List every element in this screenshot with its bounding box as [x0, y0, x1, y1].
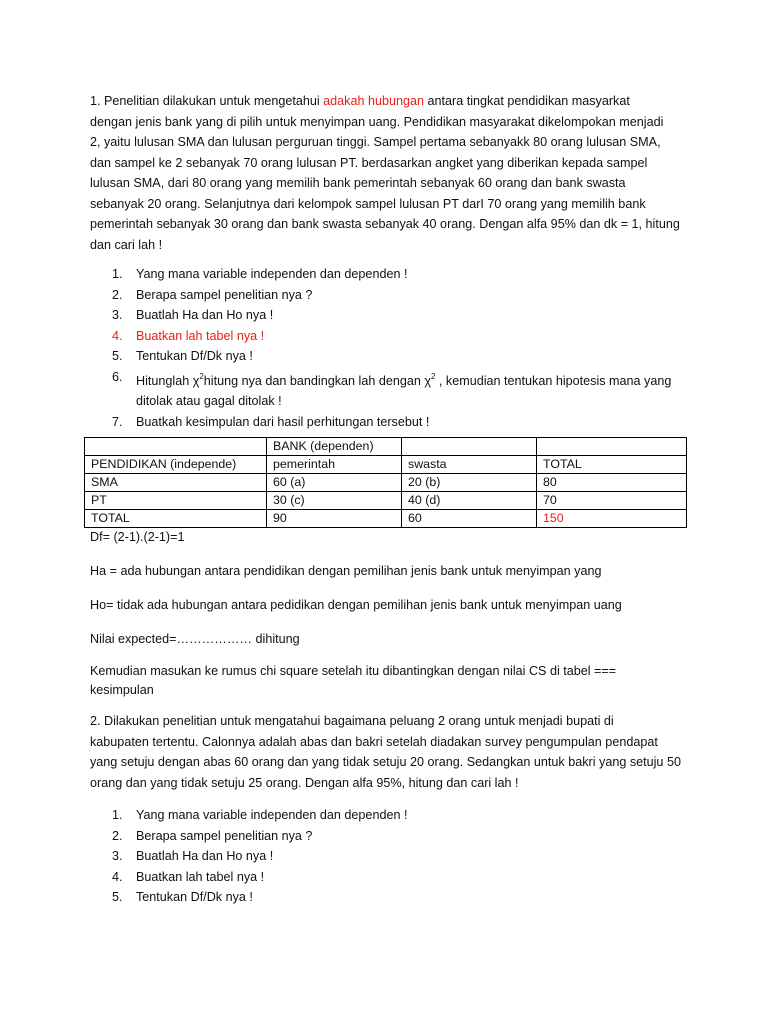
list-text: Yang mana variable independen dan dependen ! — [136, 267, 408, 281]
table-cell: TOTAL — [85, 510, 267, 528]
table-row — [85, 456, 687, 474]
q1-highlight: adakah hubungan — [323, 94, 425, 108]
table-cell: 80 — [537, 474, 687, 492]
table-header: swasta — [402, 456, 537, 474]
table-cell: PT — [85, 492, 267, 510]
list-item — [90, 264, 690, 285]
list-item — [90, 367, 690, 412]
list-number: 4. — [112, 869, 123, 884]
list-number: 5. — [112, 349, 123, 363]
list-text: Hitunglah χ — [136, 373, 200, 388]
table-row — [85, 510, 687, 528]
question-1-list — [90, 264, 690, 432]
table-cell — [537, 438, 687, 456]
q1-line-7: pemerintah sebanyak 30 orang dan bank swasta sebanyak 40 orang. Dengan alfa 95% dan dk = 1, hitung — [90, 217, 680, 231]
table-row — [85, 474, 687, 492]
q1-line-1 — [90, 91, 690, 112]
list-number: 1. — [112, 267, 123, 281]
superscript: 2 — [199, 371, 204, 381]
table-header: pemerintah — [267, 456, 402, 474]
table-cell: 60 — [402, 510, 537, 528]
list-number: 3. — [112, 308, 123, 322]
list-text: Berapa sampel penelitian nya ? — [136, 828, 313, 843]
q1-line-5: lulusan SMA, dari 80 orang yang memilih bank pemerintah sebanyak 60 orang dan bank swasta — [90, 176, 626, 190]
list-text: Berapa sampel penelitian nya ? — [136, 287, 313, 302]
question-2-paragraph — [90, 711, 690, 793]
table-cell: 70 — [537, 492, 687, 510]
list-item — [90, 846, 690, 867]
list-number: 6. — [112, 369, 123, 384]
list-item — [90, 826, 690, 847]
table-cell — [402, 438, 537, 456]
superscript: 2 — [430, 371, 436, 381]
list-number: 5. — [112, 890, 123, 904]
contingency-table — [84, 437, 687, 528]
list-item — [90, 412, 690, 433]
table-cell: 30 (c) — [267, 492, 402, 510]
list-item — [90, 305, 690, 326]
list-item — [90, 346, 690, 367]
q2-line-2: kabupaten tertentu. Calonnya adalah abas dan bakri setelah diadakan survey pengumpulan pendapat — [90, 734, 658, 749]
q1-line-6: sebanyak 20 orang. Selanjutnya dari kelompok sampel lulusan PT darI 70 orang yang memilih bank — [90, 196, 646, 211]
q1-line-4: dan sampel ke 2 sebanyak 70 orang lulusan PT. berdasarkan angket yang diberikan kepada sampel — [90, 155, 648, 170]
question-2-list — [90, 805, 690, 908]
list-text: Buatlah Ha dan Ho nya ! — [136, 308, 274, 322]
list-number: 3. — [112, 849, 123, 863]
table-cell: 20 (b) — [402, 474, 537, 492]
list-text: Buatkah kesimpulan dari hasil perhitungan tersebut ! — [136, 414, 430, 429]
list-text: Tentukan Df/Dk nya ! — [136, 349, 253, 363]
list-item — [90, 805, 690, 826]
q1-line-2: dengan jenis bank yang di pilih untuk menyimpan uang. Pendidikan masyarakat dikelompokan menjadi — [90, 114, 664, 129]
list-text: Buatlah Ha dan Ho nya ! — [136, 849, 274, 863]
list-item — [90, 867, 690, 888]
kemudian-line: Kemudian masukan ke rumus chi square setelah itu dibantingkan dengan nilai CS di tabel === — [90, 664, 617, 678]
q1-line-8: dan cari lah ! — [90, 237, 163, 252]
q1-line-3: 2, yaitu lulusan SMA dan lulusan perguruan tinggi. Sampel pertama sebanyakk 80 orang lulusan SMA, — [90, 135, 661, 149]
table-header: PENDIDIKAN (independe) — [85, 456, 267, 474]
q2-line-1: 2. Dilakukan penelitian untuk mengatahui bagaimana peluang 2 orang untuk menjadi bupati di — [90, 714, 614, 728]
table-header: TOTAL — [537, 456, 687, 474]
df-line: Df= (2-1).(2-1)=1 — [90, 530, 185, 544]
list-number: 4. — [112, 328, 123, 343]
list-number: 2. — [112, 287, 123, 302]
list-text: Yang mana variable independen dan dependen ! — [136, 808, 408, 822]
list-text: Buatkan lah tabel nya ! — [136, 869, 265, 884]
list-item-highlighted — [90, 326, 690, 347]
question-1-paragraph — [90, 91, 690, 255]
list-number: 2. — [112, 828, 123, 843]
kesimpulan-line: kesimpulan — [90, 683, 154, 697]
table-cell — [85, 438, 267, 456]
table-cell: 40 (d) — [402, 492, 537, 510]
q2-line-4: orang dan yang tidak setuju 25 orang. Dengan alfa 95%, hitung dan cari lah ! — [90, 775, 519, 790]
q1-text: 1. Penelitian dilakukan untuk mengetahui — [90, 94, 324, 108]
list-item — [90, 887, 690, 908]
table-row — [85, 438, 687, 456]
list-text: hitung nya dan bandingkan lah dengan χ — [203, 373, 431, 388]
expected-line: Nilai expected=……………… dihitung — [90, 632, 300, 646]
table-grand-total: 150 — [537, 510, 687, 528]
list-text: Buatkan lah tabel nya ! — [136, 328, 265, 343]
list-text-continued: ditolak atau gagal ditolak ! — [136, 394, 282, 408]
list-item — [90, 285, 690, 306]
table-cell: 90 — [267, 510, 402, 528]
table-row — [85, 492, 687, 510]
q2-line-3: yang setuju dengan abas 60 orang dan yang tidak setuju 20 orang. Sedangkan untuk bakri yang setuju 50 — [90, 755, 681, 769]
table-cell: SMA — [85, 474, 267, 492]
ha-line: Ha = ada hubungan antara pendidikan dengan pemilihan jenis bank untuk menyimpan yang — [90, 564, 602, 578]
list-text: Tentukan Df/Dk nya ! — [136, 890, 253, 904]
list-number: 7. — [112, 414, 123, 429]
list-text: , kemudian tentukan hipotesis mana yang — [435, 373, 672, 388]
table-header-top: BANK (dependen) — [267, 438, 402, 456]
table-cell: 60 (a) — [267, 474, 402, 492]
q1-text: antara tingkat pendidikan masyarkat — [424, 94, 630, 108]
ho-line: Ho= tidak ada hubungan antara pedidikan dengan pemilihan jenis bank untuk menyimpan uang — [90, 598, 622, 612]
list-number: 1. — [112, 808, 123, 822]
